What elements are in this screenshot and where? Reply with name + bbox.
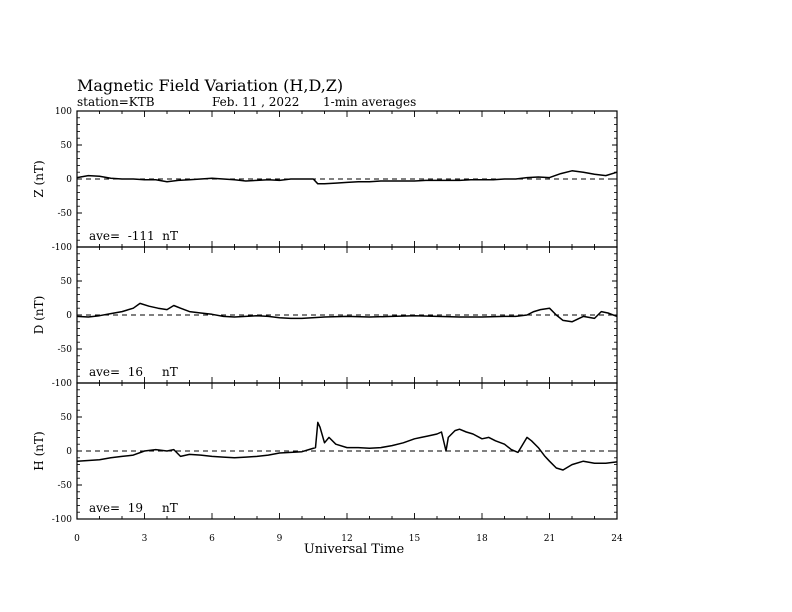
x-tick-label: 21 — [543, 534, 556, 544]
x-tick-label: 3 — [141, 534, 148, 544]
ave-label-h: ave= 19 nT — [89, 501, 178, 515]
averaging-label: 1-min averages — [323, 95, 417, 109]
y-tick-label-h: -50 — [57, 481, 72, 491]
x-tick-label: 24 — [611, 534, 623, 544]
x-tick-label: 12 — [341, 534, 353, 544]
y-tick-label-h: -100 — [51, 515, 72, 525]
x-axis-label: Universal Time — [303, 542, 405, 557]
series-line-d — [77, 303, 617, 321]
y-tick-label-h: 0 — [66, 447, 72, 457]
y-tick-label-z: 100 — [54, 107, 72, 117]
y-tick-label-d: 50 — [60, 277, 72, 287]
x-tick-label: 9 — [276, 534, 283, 544]
panels-group — [32, 107, 623, 544]
x-tick-label: 0 — [74, 534, 80, 544]
chart-title: Magnetic Field Variation (H,D,Z) — [77, 76, 344, 95]
ave-label-d: ave= 16 nT — [89, 365, 178, 379]
station-label: station=KTB — [77, 95, 155, 109]
y-tick-label-z: 0 — [66, 175, 72, 185]
y-tick-label-z: 50 — [60, 141, 72, 151]
y-tick-label-z: -50 — [57, 209, 72, 219]
y-tick-label-d: 0 — [66, 311, 72, 321]
ave-label-z: ave= -111 nT — [89, 229, 179, 243]
x-tick-label: 6 — [209, 534, 215, 544]
x-tick-label: 15 — [408, 534, 421, 544]
y-tick-label-d: -100 — [51, 379, 72, 389]
series-line-z — [77, 171, 617, 184]
y-tick-label-z: -100 — [51, 243, 72, 253]
date-label: Feb. 11 , 2022 — [212, 95, 300, 109]
y-axis-label-z: Z (nT) — [32, 160, 46, 198]
y-tick-label-d: -50 — [57, 345, 72, 355]
x-tick-label: 18 — [476, 534, 488, 544]
series-line-h — [77, 422, 617, 470]
y-tick-label-h: 50 — [60, 413, 72, 423]
y-axis-label-d: D (nT) — [32, 295, 46, 335]
y-axis-label-h: H (nT) — [32, 431, 46, 471]
